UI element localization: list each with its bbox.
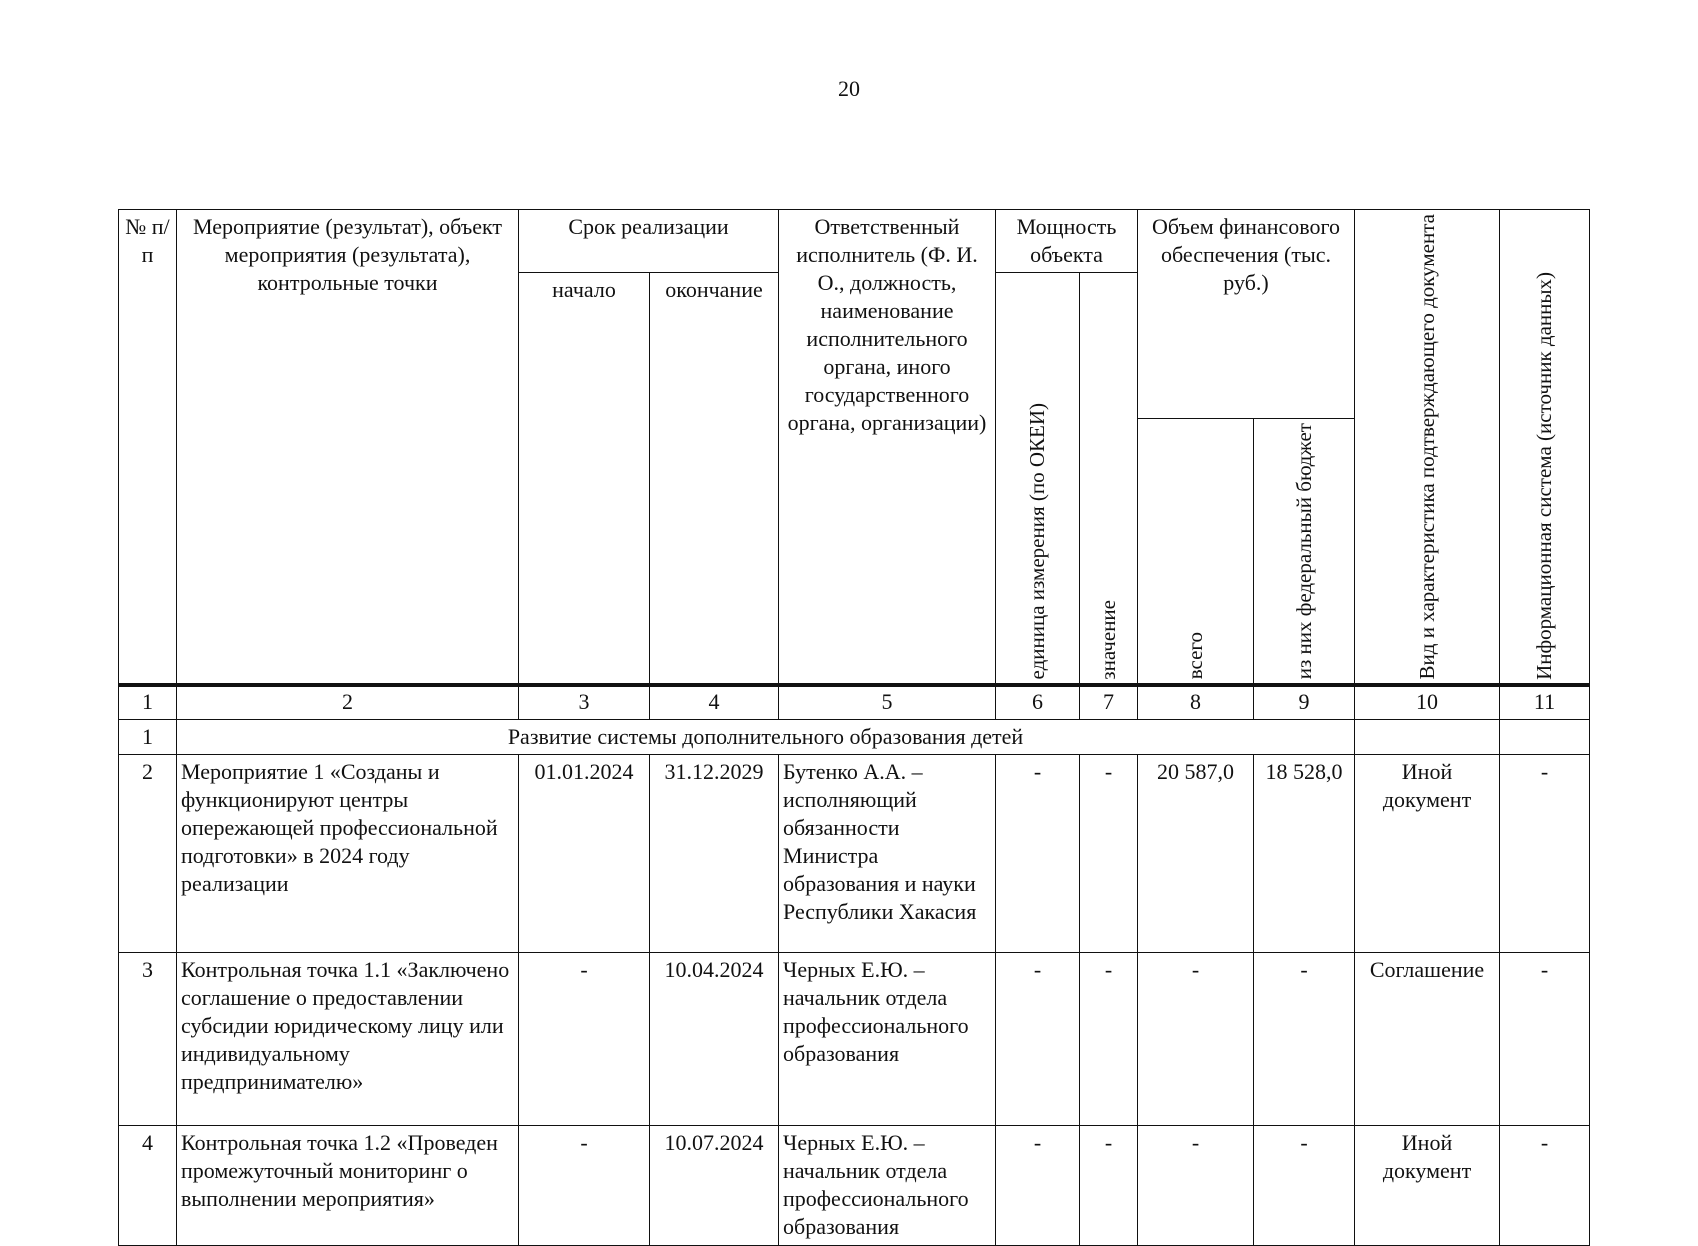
- header-value: значение: [1080, 273, 1138, 686]
- row-total: -: [1138, 1126, 1254, 1246]
- header-start: начало: [519, 273, 650, 686]
- header-period: Срок реализации: [519, 210, 779, 273]
- row-event: Контрольная точка 1.2 «Проведен промежуточный мониторинг о выполнении мероприятия»: [177, 1126, 519, 1246]
- header-finance: Объем финансового обеспечения (тыс. руб.): [1138, 210, 1355, 419]
- row-total: 20 587,0: [1138, 755, 1254, 953]
- column-number: 7: [1080, 685, 1138, 720]
- header-event: Мероприятие (результат), объект мероприятия (результата), контрольные точки: [177, 210, 519, 686]
- row-num: 2: [119, 755, 177, 953]
- row-doc: Иной документ: [1355, 1126, 1500, 1246]
- header-doc: Вид и характеристика подтверждающего документа: [1355, 210, 1500, 686]
- table-row: [119, 953, 1590, 1126]
- row-end: 10.04.2024: [650, 953, 779, 1126]
- row-unit: -: [996, 953, 1080, 1126]
- header-end: окончание: [650, 273, 779, 686]
- header-federal: из них федеральный бюджет: [1254, 419, 1355, 686]
- row-info: -: [1500, 953, 1590, 1126]
- column-number: 4: [650, 685, 779, 720]
- section-title: Развитие системы дополнительного образования детей: [177, 720, 1355, 755]
- row-num: 4: [119, 1126, 177, 1246]
- row-start: 01.01.2024: [519, 755, 650, 953]
- row-start: -: [519, 953, 650, 1126]
- header-responsible: Ответственный исполнитель (Ф. И. О., должность, наименование исполнительного органа, иного государственного органа, организации): [779, 210, 996, 686]
- row-info: -: [1500, 1126, 1590, 1246]
- row-responsible: Бутенко А.А. – исполняющий обязанности Министра образования и науки Республики Хакасия: [779, 755, 996, 953]
- column-number: 2: [177, 685, 519, 720]
- row-doc: Соглашение: [1355, 953, 1500, 1126]
- row-responsible: Черных Е.Ю. – начальник отдела профессионального образования: [779, 953, 996, 1126]
- row-total: -: [1138, 953, 1254, 1126]
- row-federal: -: [1254, 1126, 1355, 1246]
- row-value: -: [1080, 1126, 1138, 1246]
- header-total: всего: [1138, 419, 1254, 686]
- column-number: 6: [996, 685, 1080, 720]
- empty-cell: [1355, 720, 1500, 755]
- column-number: 5: [779, 685, 996, 720]
- header-capacity: Мощность объекта: [996, 210, 1138, 273]
- table-row: [119, 755, 1590, 953]
- plan-table-container: [118, 209, 1589, 1246]
- section-row: [119, 720, 1590, 755]
- row-federal: 18 528,0: [1254, 755, 1355, 953]
- header-unit: единица измерения (по ОКЕИ): [996, 273, 1080, 686]
- column-number-row: [119, 685, 1590, 720]
- header-info: Информационная система (источник данных): [1500, 210, 1590, 686]
- page-number: 20: [838, 76, 860, 101]
- row-info: -: [1500, 755, 1590, 953]
- row-doc: Иной документ: [1355, 755, 1500, 953]
- column-number: 8: [1138, 685, 1254, 720]
- empty-cell: [1500, 720, 1590, 755]
- row-event: Мероприятие 1 «Созданы и функционируют центры опережающей профессиональной подготовки» в 2024 году реализации: [177, 755, 519, 953]
- row-end: 10.07.2024: [650, 1126, 779, 1246]
- column-number: 3: [519, 685, 650, 720]
- table-row: [119, 1126, 1590, 1246]
- row-value: -: [1080, 755, 1138, 953]
- column-number: 1: [119, 685, 177, 720]
- row-value: -: [1080, 953, 1138, 1126]
- column-number: 10: [1355, 685, 1500, 720]
- row-unit: -: [996, 1126, 1080, 1246]
- row-federal: -: [1254, 953, 1355, 1126]
- header-num: № п/п: [119, 210, 177, 686]
- row-num: 3: [119, 953, 177, 1126]
- column-number: 11: [1500, 685, 1590, 720]
- row-unit: -: [996, 755, 1080, 953]
- row-end: 31.12.2029: [650, 755, 779, 953]
- plan-table: [118, 209, 1590, 1246]
- row-responsible: Черных Е.Ю. – начальник отдела профессионального образования: [779, 1126, 996, 1246]
- section-num: 1: [119, 720, 177, 755]
- row-start: -: [519, 1126, 650, 1246]
- row-event: Контрольная точка 1.1 «Заключено соглашение о предоставлении субсидии юридическому лицу или индивидуальному предпринимателю»: [177, 953, 519, 1126]
- column-number: 9: [1254, 685, 1355, 720]
